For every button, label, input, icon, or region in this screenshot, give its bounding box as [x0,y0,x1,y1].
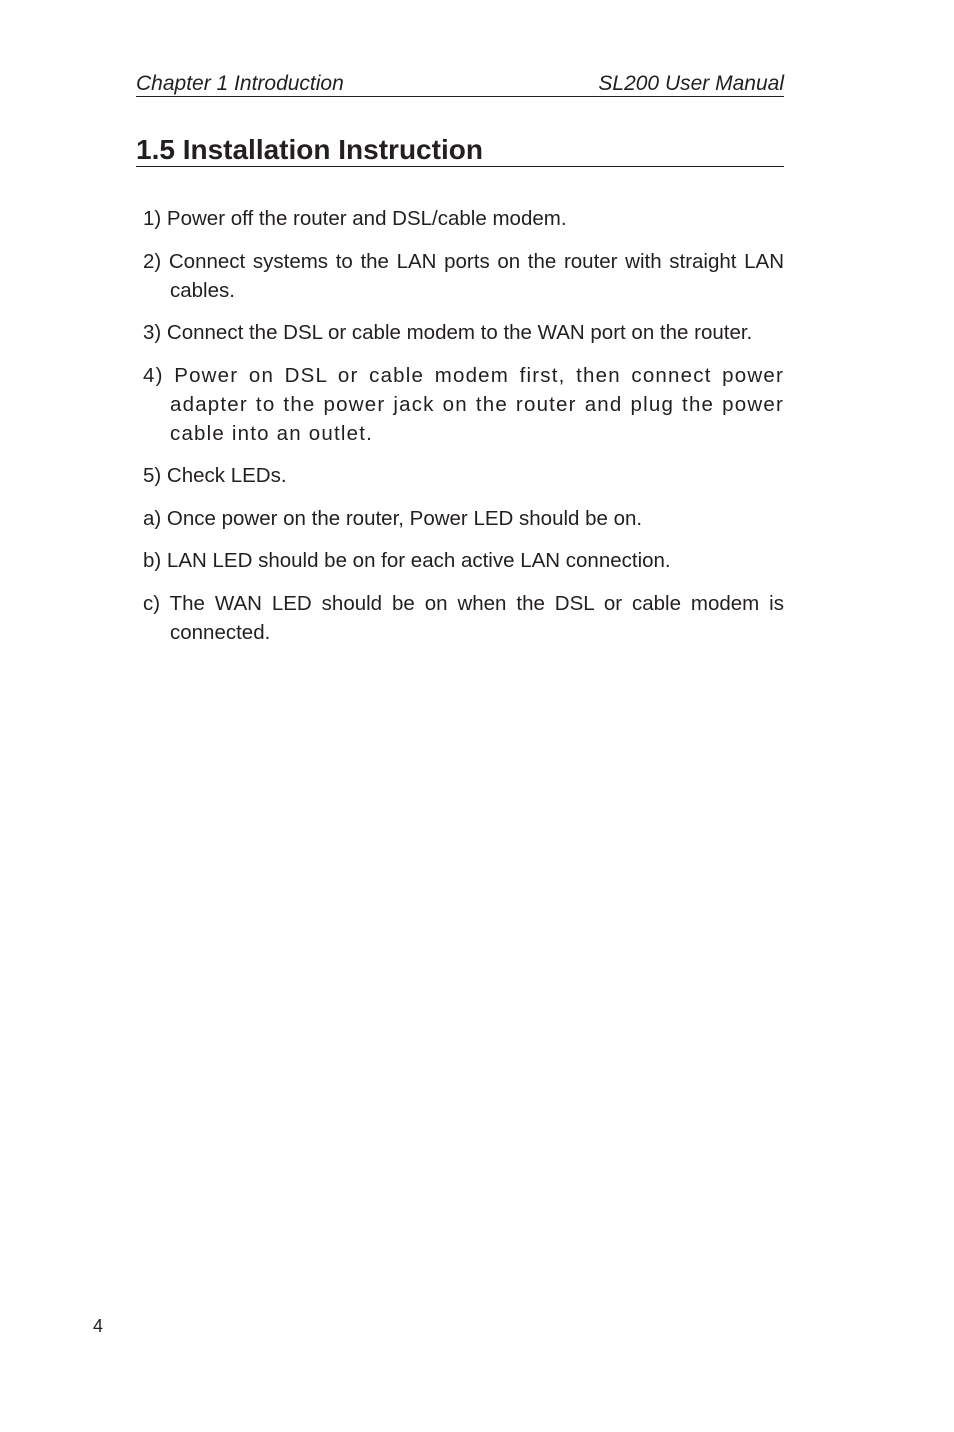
step-5c: c) The WAN LED should be on when the DSL or cable modem is connected. [143,591,784,644]
step-5b: b) LAN LED should be on for each active LAN connection. [143,549,671,572]
page-number: 4 [93,1316,104,1336]
step-1: 1) Power off the router and DSL/cable modem. [143,207,567,230]
running-header [136,71,784,97]
step-5: 5) Check LEDs. [143,464,287,487]
section-title: 1.5 Installation Instruction [136,133,784,167]
chapter-label: Chapter 1 Introduction [136,72,344,95]
installation-steps-list [143,204,784,660]
step-2: 2) Connect systems to the LAN ports on the router with straight LAN cables. [143,249,784,302]
step-4: 4) Power on DSL or cable modem first, then connect power adapter to the power jack on the router and plug the power cable into an outlet. [143,363,784,445]
step-3: 3) Connect the DSL or cable modem to the WAN port on the router. [143,321,753,344]
manual-title: SL200 User Manual [598,72,784,95]
step-5a: a) Once power on the router, Power LED should be on. [143,506,643,530]
